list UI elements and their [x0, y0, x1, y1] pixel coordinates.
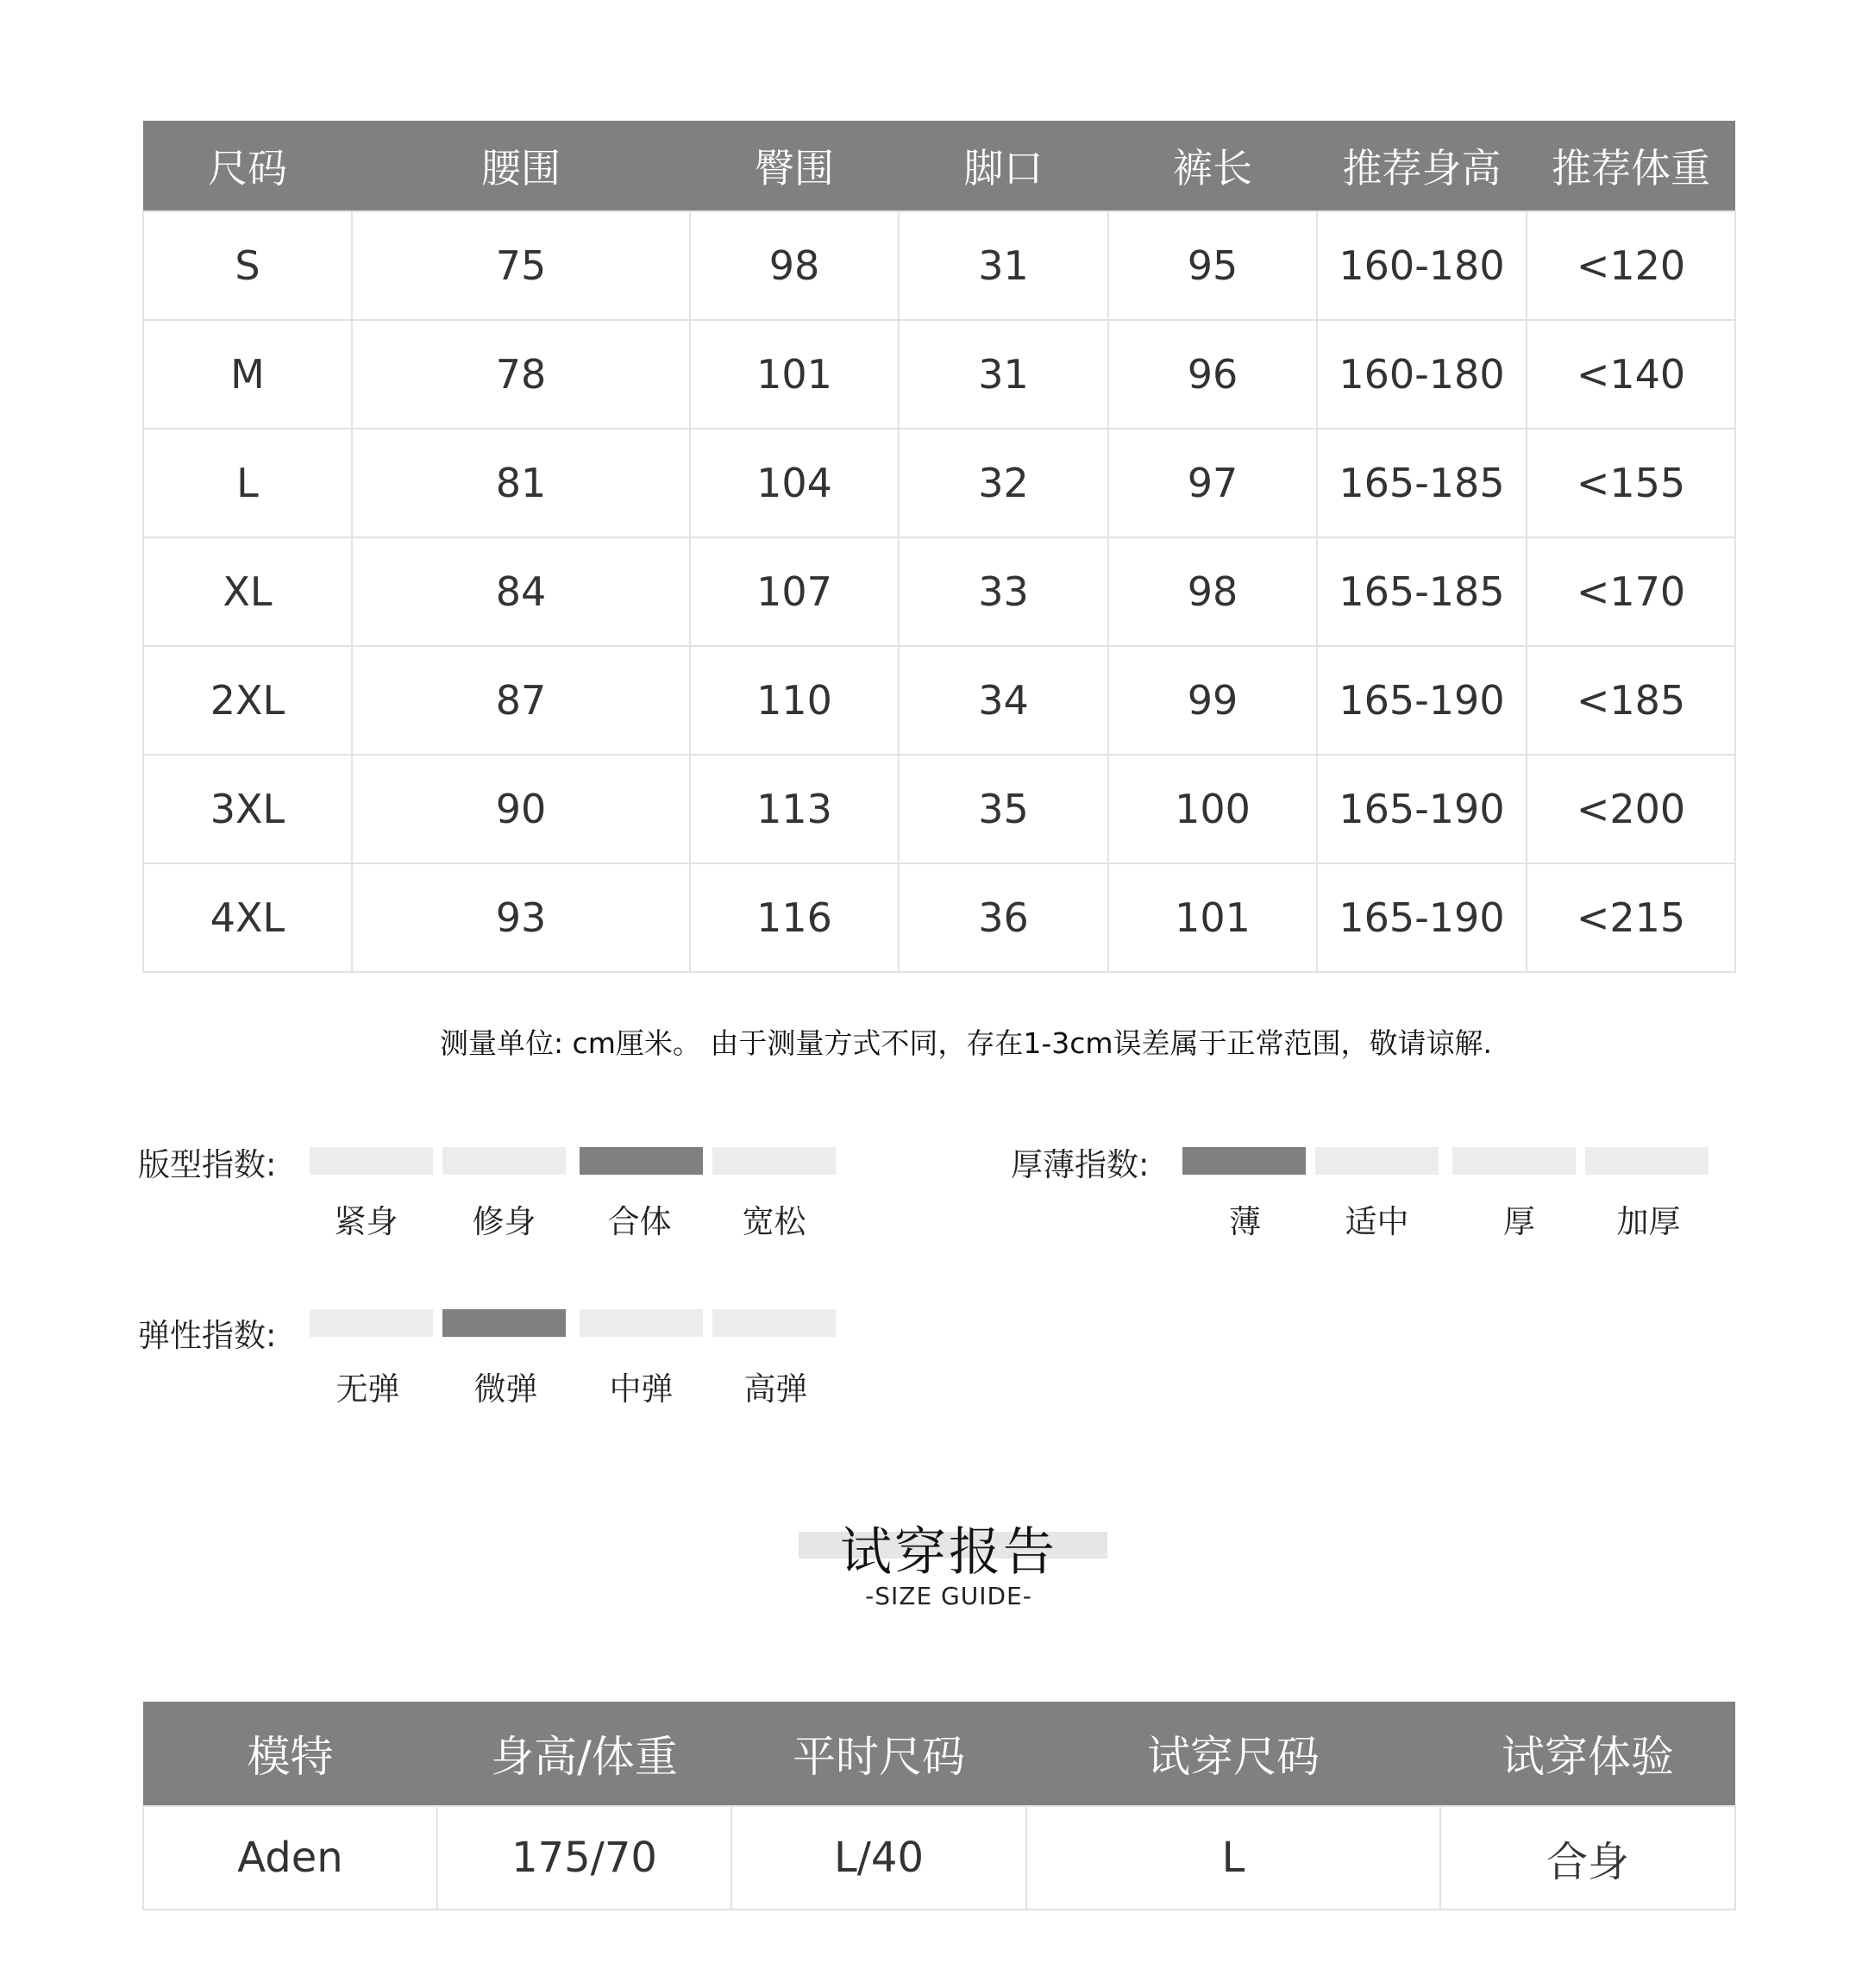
- elasticity-indicator-segment-selected: [442, 1309, 566, 1337]
- fit-indicator-segment-selected: [580, 1147, 703, 1175]
- cell-height-weight: 175/70: [437, 1806, 731, 1910]
- cell-weight: <140: [1527, 320, 1735, 429]
- cell-height: 165-190: [1317, 755, 1527, 863]
- header-leg-opening: 脚口: [899, 121, 1108, 211]
- cell-hip: 113: [690, 755, 899, 863]
- cell-size: 2XL: [143, 646, 352, 755]
- thickness-index-label: 厚薄指数:: [1011, 1146, 1150, 1183]
- cell-leg-opening: 36: [899, 863, 1108, 972]
- cell-hip: 101: [690, 320, 899, 429]
- cell-size: M: [143, 320, 352, 429]
- thickness-indicator-segment: [1315, 1147, 1439, 1175]
- thickness-indicator-segment-selected: [1182, 1147, 1306, 1175]
- header-recommended-height: 推荐身高: [1317, 121, 1527, 211]
- cell-length: 98: [1108, 537, 1317, 646]
- fitting-report-subtitle: -SIZE GUIDE-: [865, 1582, 1032, 1610]
- table-row: [143, 537, 1735, 646]
- header-waist: 腰围: [352, 121, 690, 211]
- cell-waist: 75: [352, 211, 690, 320]
- cell-length: 99: [1108, 646, 1317, 755]
- thickness-indicator-segment: [1452, 1147, 1576, 1175]
- thickness-option-label: 加厚: [1616, 1203, 1681, 1240]
- cell-hip: 110: [690, 646, 899, 755]
- header-size: 尺码: [143, 121, 352, 211]
- cell-size: S: [143, 211, 352, 320]
- cell-weight: <120: [1527, 211, 1735, 320]
- header-trial-size: 试穿尺码: [1026, 1702, 1440, 1806]
- thickness-option-label: 薄: [1229, 1203, 1261, 1240]
- cell-size: 4XL: [143, 863, 352, 972]
- fit-indicator-segment: [310, 1147, 433, 1175]
- fit-indicator-segment: [712, 1147, 836, 1175]
- fit-indicator-segment: [442, 1147, 566, 1175]
- cell-size: L: [143, 429, 352, 537]
- fitting-report-title: 试穿报告: [840, 1522, 1057, 1583]
- table-row: [143, 863, 1735, 972]
- thickness-indicator-segment: [1585, 1147, 1709, 1175]
- header-height-weight: 身高/体重: [437, 1702, 731, 1806]
- cell-trial-experience: 合身: [1440, 1806, 1735, 1910]
- cell-hip: 98: [690, 211, 899, 320]
- cell-model-name: Aden: [143, 1806, 437, 1910]
- cell-leg-opening: 32: [899, 429, 1108, 537]
- cell-size: XL: [143, 537, 352, 646]
- cell-height: 160-180: [1317, 320, 1527, 429]
- cell-leg-opening: 31: [899, 320, 1108, 429]
- measurement-note: 测量单位: cm厘米。 由于测量方式不同，存在1-3cm误差属于正常范围，敬请谅解.: [439, 1026, 1493, 1060]
- elasticity-option-label: 微弹: [473, 1370, 538, 1408]
- cell-height: 165-190: [1317, 863, 1527, 972]
- model-table: [142, 1702, 1736, 1910]
- cell-weight: <185: [1527, 646, 1735, 755]
- elasticity-option-label: 无弹: [335, 1370, 400, 1408]
- cell-height: 160-180: [1317, 211, 1527, 320]
- cell-weight: <155: [1527, 429, 1735, 537]
- model-table-header-row: [143, 1702, 1735, 1806]
- thickness-option-label: 适中: [1345, 1203, 1409, 1240]
- elasticity-indicator-segment: [310, 1309, 433, 1337]
- header-recommended-weight: 推荐体重: [1527, 121, 1735, 211]
- fit-option-label: 合体: [607, 1203, 672, 1240]
- cell-hip: 104: [690, 429, 899, 537]
- cell-leg-opening: 31: [899, 211, 1108, 320]
- table-row: [143, 755, 1735, 863]
- elasticity-index-label: 弹性指数:: [138, 1317, 277, 1354]
- fit-option-label: 宽松: [742, 1203, 806, 1240]
- cell-weight: <170: [1527, 537, 1735, 646]
- cell-leg-opening: 34: [899, 646, 1108, 755]
- table-row: [143, 1806, 1735, 1910]
- cell-weight: <200: [1527, 755, 1735, 863]
- cell-length: 100: [1108, 755, 1317, 863]
- header-usual-size: 平时尺码: [731, 1702, 1026, 1806]
- cell-hip: 116: [690, 863, 899, 972]
- cell-size: 3XL: [143, 755, 352, 863]
- cell-waist: 78: [352, 320, 690, 429]
- table-row: [143, 429, 1735, 537]
- cell-usual-size: L/40: [731, 1806, 1026, 1910]
- cell-height: 165-185: [1317, 537, 1527, 646]
- header-trial-experience: 试穿体验: [1440, 1702, 1735, 1806]
- elasticity-option-label: 高弹: [743, 1370, 808, 1408]
- header-hip: 臀围: [690, 121, 899, 211]
- cell-waist: 90: [352, 755, 690, 863]
- cell-leg-opening: 35: [899, 755, 1108, 863]
- cell-length: 101: [1108, 863, 1317, 972]
- cell-length: 97: [1108, 429, 1317, 537]
- size-table: [142, 121, 1736, 973]
- fit-index-label: 版型指数:: [138, 1146, 277, 1183]
- size-table-header-row: [143, 121, 1735, 211]
- cell-waist: 84: [352, 537, 690, 646]
- table-row: [143, 211, 1735, 320]
- cell-waist: 81: [352, 429, 690, 537]
- cell-waist: 93: [352, 863, 690, 972]
- cell-height: 165-190: [1317, 646, 1527, 755]
- table-row: [143, 320, 1735, 429]
- fit-option-label: 紧身: [334, 1203, 398, 1240]
- header-model: 模特: [143, 1702, 437, 1806]
- cell-trial-size: L: [1026, 1806, 1440, 1910]
- cell-length: 95: [1108, 211, 1317, 320]
- fit-option-label: 修身: [472, 1203, 536, 1240]
- header-length: 裤长: [1108, 121, 1317, 211]
- cell-waist: 87: [352, 646, 690, 755]
- cell-weight: <215: [1527, 863, 1735, 972]
- cell-height: 165-185: [1317, 429, 1527, 537]
- table-row: [143, 646, 1735, 755]
- cell-length: 96: [1108, 320, 1317, 429]
- elasticity-indicator-segment: [580, 1309, 703, 1337]
- thickness-option-label: 厚: [1503, 1203, 1535, 1240]
- elasticity-option-label: 中弹: [609, 1370, 674, 1408]
- cell-leg-opening: 33: [899, 537, 1108, 646]
- elasticity-indicator-segment: [712, 1309, 836, 1337]
- cell-hip: 107: [690, 537, 899, 646]
